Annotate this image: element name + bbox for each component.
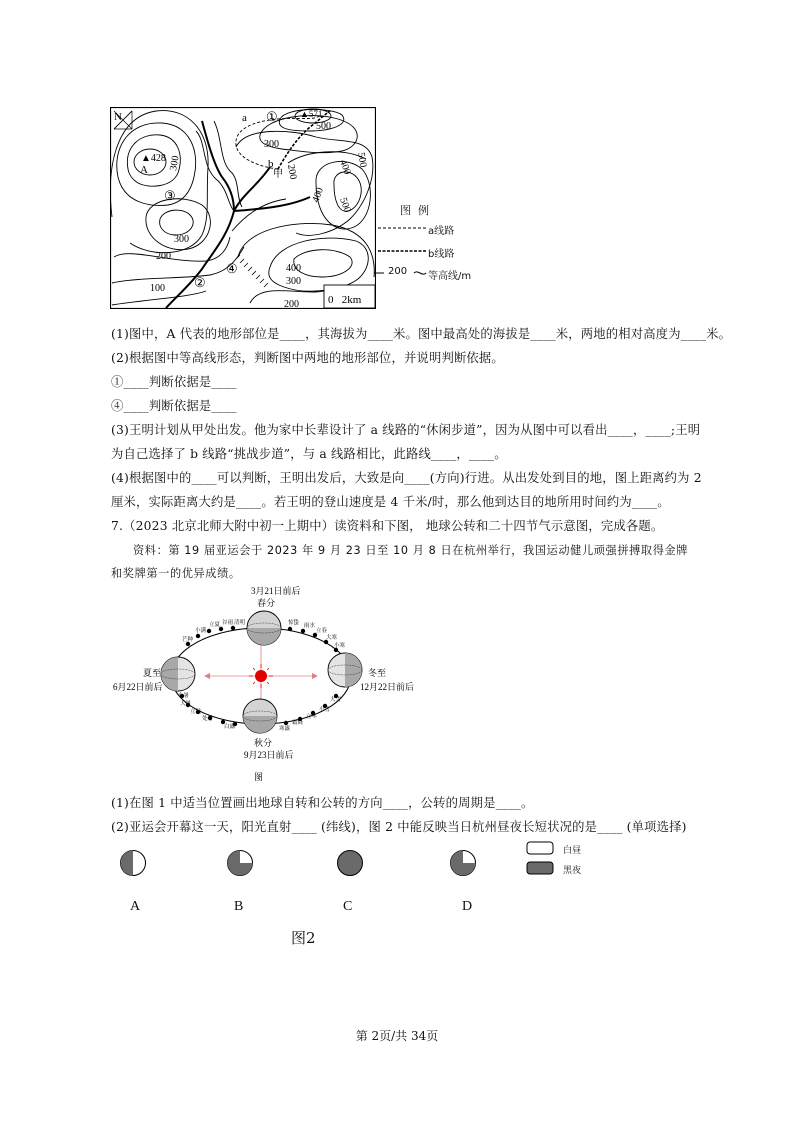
- contour-label: 500: [337, 196, 353, 215]
- question-2-item-4: ④____判断依据是____: [111, 399, 237, 413]
- summer-date: 6月22日前后: [113, 682, 163, 692]
- term-label: 小雪: [319, 707, 331, 713]
- term-label: 霜降: [292, 720, 304, 726]
- label-b: b: [268, 158, 274, 170]
- contour-label: 200: [156, 251, 171, 262]
- contour-label: 400: [337, 158, 353, 177]
- contour-label: 200: [285, 163, 299, 181]
- winter-label: 冬至: [368, 668, 387, 678]
- label-A: A: [140, 164, 148, 176]
- legend-contour: 等高线/m: [428, 271, 472, 282]
- earth-orbit-diagram: [108, 584, 428, 784]
- legend-title: 图 例: [400, 204, 429, 217]
- contour-label: 500: [316, 121, 331, 132]
- option-a-label: A: [130, 899, 141, 914]
- question-7-2: (2)亚运会开幕这一天，阳光直射____ (纬线)，图 2 中能反映当日杭州昼夜长短状况的是____ (单项选择): [111, 820, 687, 834]
- summer-label: 夏至: [143, 668, 162, 678]
- material-line-1: 资料：第 19 届亚运会于 2023 年 9 月 23 日至 10 月 8 日在杭州举行，我国运动健儿顽强拼搏取得金牌: [133, 544, 689, 557]
- legend-day-label: 白昼: [563, 846, 582, 856]
- spring-date: 3月21日前后: [251, 586, 301, 596]
- night-legend-swatch: [526, 861, 554, 875]
- label-a: a: [242, 112, 247, 124]
- spring-label: 春分: [257, 598, 276, 608]
- term-label: 白露: [224, 724, 236, 730]
- earth-spring-icon: [247, 611, 281, 645]
- earth-winter-icon: [328, 653, 362, 687]
- earth-summer-icon: [161, 657, 195, 691]
- figure2-caption: 图2: [291, 929, 316, 947]
- term-label: 立冬: [306, 714, 318, 720]
- legend-contour-value: 200: [388, 266, 408, 277]
- label-jia: 甲: [273, 169, 283, 180]
- contour-label: 200: [284, 299, 299, 309]
- legend-a-route: a线路: [428, 226, 455, 237]
- map-legend: [372, 200, 512, 290]
- contour-label: 300: [286, 276, 301, 287]
- contour-label: 100: [150, 283, 165, 294]
- circle-1: ①: [266, 109, 278, 124]
- option-d-label: D: [462, 899, 473, 914]
- winter-date: 12月22日前后: [360, 682, 415, 692]
- scale-label: 0 2km: [328, 294, 362, 306]
- term-label: 处暑: [202, 716, 214, 722]
- question-3-line-1: (3)王明计划从甲处出发。他为家中长辈设计了 a 线路的“休闲步道”，因为从图中可以看出____，____;王明: [111, 423, 701, 437]
- north-label: N: [114, 111, 122, 123]
- figure2-option-c-icon: [335, 848, 365, 878]
- question-7-1: (1)在图 1 中适当位置画出地球自转和公转的方向____，公转的周期是____。: [111, 796, 534, 810]
- term-label: 立夏: [209, 622, 221, 628]
- figure2-option-b-icon: [225, 848, 255, 878]
- circle-4: ④: [226, 261, 238, 276]
- term-label: 立秋: [190, 709, 202, 715]
- term-label: 雨水: [304, 623, 316, 629]
- term-label: 小满: [195, 628, 207, 634]
- topographic-map: [110, 107, 376, 309]
- term-label: 小暑: [178, 693, 190, 699]
- circle-3: ③: [164, 188, 176, 203]
- autumn-label: 秋分: [254, 738, 273, 748]
- term-label: 寒露: [279, 726, 291, 732]
- term-label: 小寒: [334, 643, 346, 649]
- legend-symbols: [372, 220, 432, 290]
- question-1: (1)图中，A 代表的地形部位是____，其海拔为____米。图中最高处的海拔是____米，两地的相对高度为____米。: [111, 327, 732, 341]
- legend-b-route: b线路: [428, 249, 455, 260]
- question-2-item-1: ①____判断依据是____: [111, 375, 237, 389]
- contour-label: 300: [264, 139, 279, 150]
- question-4-line-1: (4)根据图中的____可以判断，王明出发后，大致是向____(方向)行进。从出发处到目的地，图上距离约为 2: [111, 471, 702, 485]
- term-label: 大寒: [326, 635, 338, 641]
- term-label: 谷雨: [222, 620, 234, 626]
- earth-autumn-icon: [243, 699, 277, 733]
- peak-428-label: ▲428: [141, 153, 166, 164]
- question-4-line-2: 厘米，实际距离大约是____。若王明的登山速度是 4 千米/时，那么他到达目的地所用时间约为____。: [111, 495, 670, 509]
- option-b-label: B: [234, 899, 244, 914]
- contour-label: 300: [174, 234, 189, 245]
- term-label: 大雪: [330, 697, 342, 703]
- term-label: 立春: [316, 628, 328, 634]
- sun-icon: [249, 664, 273, 688]
- term-label: 芒种: [182, 637, 194, 643]
- contour-label: 500: [355, 151, 369, 169]
- page-footer: 第 2页/共 34页: [355, 1029, 439, 1043]
- question-3-line-2: 为自己选择了 b 线路“挑战步道”，与 a 线路相比，此路线____，____。: [111, 447, 507, 461]
- contour-label: 300: [168, 154, 182, 172]
- term-label: 惊蛰: [288, 620, 300, 626]
- term-label: 大暑: [180, 701, 192, 707]
- circle-2: ②: [194, 275, 206, 290]
- term-label: 清明: [234, 620, 246, 626]
- question-2: (2)根据图中等高线形态，判断图中两地的地形部位，并说明判断依据。: [111, 351, 504, 365]
- figure2-option-d-icon: [448, 848, 478, 878]
- figure2-option-a-icon: [118, 848, 148, 878]
- option-c-label: C: [343, 899, 353, 914]
- material-line-2: 和奖牌第一的优异成绩。: [111, 567, 241, 580]
- orbit-caption: 图: [254, 772, 264, 782]
- legend-night-label: 黑夜: [563, 866, 582, 876]
- peak-571-label: ▲571: [300, 109, 323, 119]
- contour-label: 400: [286, 263, 301, 274]
- day-legend-swatch: [526, 841, 554, 855]
- contour-label: 400: [310, 186, 326, 205]
- autumn-date: 9月23日前后: [244, 750, 294, 760]
- question-7: 7.（2023 北京北师大附中初一上期中）读资料和下图， 地球公转和二十四节气示意图，完成各题。: [111, 519, 664, 533]
